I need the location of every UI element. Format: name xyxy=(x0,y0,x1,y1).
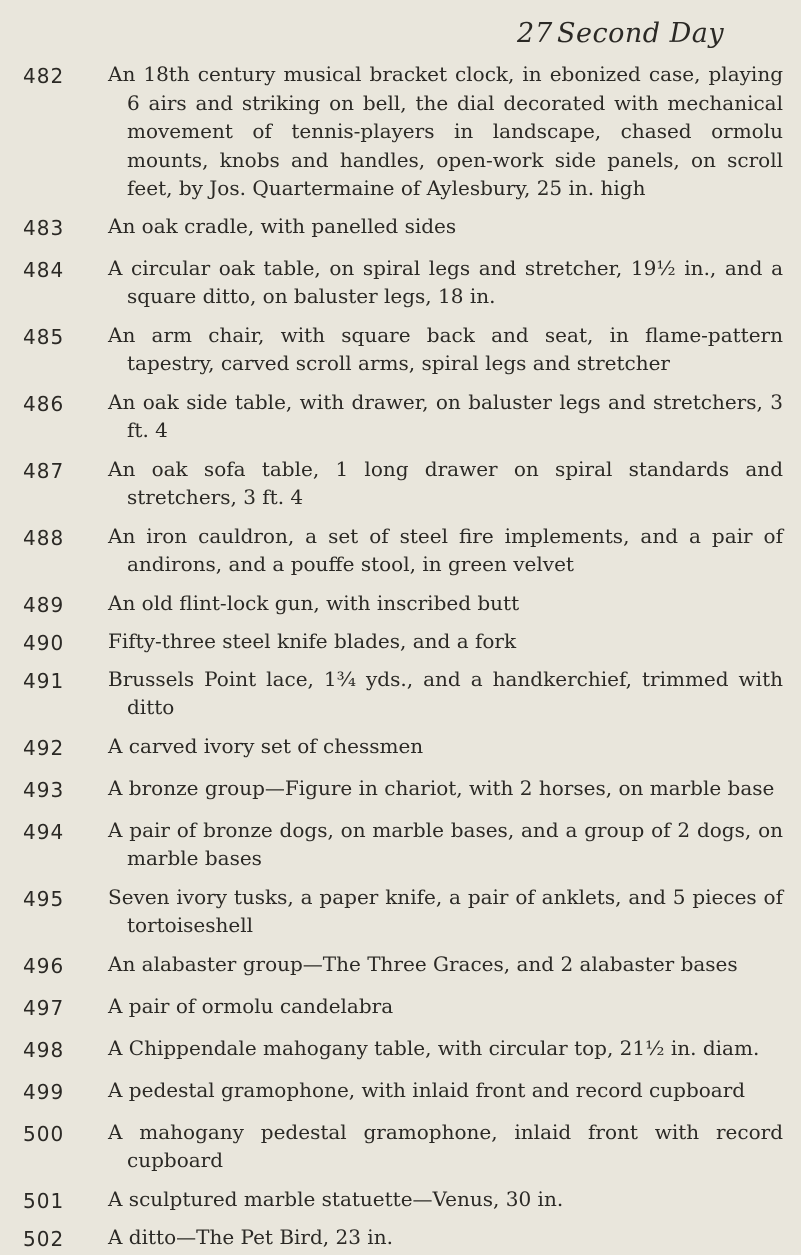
lot-number: 497 xyxy=(23,995,65,1020)
lot-description: A mahogany pedestal gramophone, inlaid front with record cupboard xyxy=(108,1119,783,1172)
lot-number: 502 xyxy=(23,1226,65,1251)
lot-number: 487 xyxy=(23,458,65,483)
lot-description: Fifty-three steel knife blades, and a fork xyxy=(108,628,517,653)
page-header xyxy=(0,10,801,50)
lot-number: 496 xyxy=(23,953,65,978)
lot-entry xyxy=(0,1185,801,1217)
lot-entry xyxy=(0,992,801,1024)
lot-description: An arm chair, with square back and seat, in flame-pattern tapestry, carved scroll arms, spiral legs and stretcher xyxy=(108,322,783,375)
lot-entry xyxy=(0,455,801,512)
lot-number: 489 xyxy=(23,592,65,617)
lot-entry xyxy=(0,665,801,722)
lot-number: 483 xyxy=(23,215,65,240)
lot-entry xyxy=(0,883,801,940)
lot-entry xyxy=(0,321,801,378)
lot-description: An alabaster group—The Three Graces, and 2 alabaster bases xyxy=(108,951,738,976)
lot-entry xyxy=(0,627,801,659)
lot-description: A carved ivory set of chessmen xyxy=(108,733,424,758)
lot-entry xyxy=(0,732,801,764)
lot-entry xyxy=(0,1118,801,1175)
lot-number: 501 xyxy=(23,1188,65,1213)
lot-description: Seven ivory tusks, a paper knife, a pair of anklets, and 5 pieces of tortoiseshell xyxy=(108,884,783,937)
lot-description: An oak side table, with drawer, on baluster legs and stretchers, 3 ft. 4 xyxy=(108,389,783,442)
lot-description: A sculptured marble statuette—Venus, 30 in. xyxy=(108,1186,564,1211)
lot-number: 488 xyxy=(23,525,65,550)
lot-number: 494 xyxy=(23,819,65,844)
lot-number: 486 xyxy=(23,391,65,416)
lot-number: 495 xyxy=(23,886,65,911)
lot-entry xyxy=(0,60,801,203)
lot-entry xyxy=(0,522,801,579)
lot-number: 499 xyxy=(23,1079,65,1104)
lot-number: 493 xyxy=(23,777,65,802)
lot-description: A circular oak table, on spiral legs and stretcher, 19½ in., and a square ditto, on baluster legs, 18 in. xyxy=(108,255,783,308)
lot-description: A Chippendale mahogany table, with circular top, 21½ in. diam. xyxy=(108,1035,760,1060)
lot-description: An old flint-lock gun, with inscribed butt xyxy=(108,590,520,615)
lot-entry xyxy=(0,254,801,311)
lot-description: An 18th century musical bracket clock, in ebonized case, playing 6 airs and striking on bell, the dial decorated with mechanical movement of tennis-players in landscape, chased ormolu mounts, knobs and handles, open-work side panels, on scroll feet, by Jos. Quartermaine of Aylesbury, 25 in. high xyxy=(108,62,783,200)
lot-number: 492 xyxy=(23,735,65,760)
lot-description: A pedestal gramophone, with inlaid front and record cupboard xyxy=(108,1077,746,1102)
lot-number: 491 xyxy=(23,668,65,693)
running-title: Second Day xyxy=(557,18,725,49)
page-number: 27 xyxy=(517,18,554,49)
lot-entry xyxy=(0,212,801,244)
lot-number: 485 xyxy=(23,324,65,349)
lot-entry xyxy=(0,816,801,873)
lot-description: A ditto—The Pet Bird, 23 in. xyxy=(108,1224,393,1249)
lot-entry xyxy=(0,774,801,806)
lot-description: An iron cauldron, a set of steel fire implements, and a pair of andirons, and a pouffe stool, in green velvet xyxy=(108,523,783,576)
lot-description: Brussels Point lace, 1¾ yds., and a handkerchief, trimmed with ditto xyxy=(108,666,783,719)
lot-entry xyxy=(0,1223,801,1255)
lot-entry xyxy=(0,1034,801,1066)
lot-entry xyxy=(0,950,801,982)
lot-number: 482 xyxy=(23,64,65,88)
lot-number: 498 xyxy=(23,1037,65,1062)
lot-description: A pair of bronze dogs, on marble bases, and a group of 2 dogs, on marble bases xyxy=(108,817,783,870)
lot-entry xyxy=(0,1076,801,1108)
lot-number: 490 xyxy=(23,630,65,655)
lot-description: A bronze group—Figure in chariot, with 2 horses, on marble base xyxy=(108,775,775,800)
lot-list xyxy=(0,60,801,1255)
lot-number: 500 xyxy=(23,1121,65,1146)
lot-number: 484 xyxy=(23,257,65,282)
lot-entry xyxy=(0,388,801,445)
lot-description: A pair of ormolu candelabra xyxy=(108,993,394,1018)
lot-description: An oak cradle, with panelled sides xyxy=(108,213,457,238)
lot-entry xyxy=(0,589,801,621)
lot-description: An oak sofa table, 1 long drawer on spiral standards and stretchers, 3 ft. 4 xyxy=(108,456,783,509)
